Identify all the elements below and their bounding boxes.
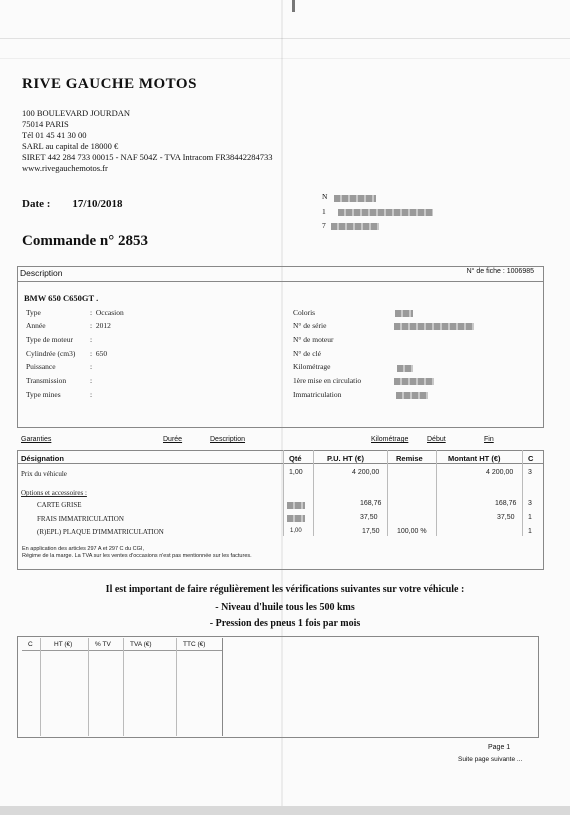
totals-col-rule	[40, 638, 41, 736]
col-rule	[313, 450, 314, 536]
totals-col-c: C	[28, 641, 33, 648]
totals-col-rule	[88, 638, 89, 736]
spec-colon: :	[90, 376, 93, 385]
spec-colon: : 650	[90, 349, 108, 358]
items-table	[17, 450, 544, 570]
client-line-prefix: N	[322, 192, 328, 201]
garanties-link[interactable]: Garanties	[21, 436, 52, 443]
spec-right-label: N° de clé	[293, 349, 321, 358]
spec-label: Type	[26, 308, 41, 317]
totals-col-rule	[123, 638, 124, 736]
page-number: Page 1	[488, 744, 511, 751]
col-rule	[522, 450, 523, 536]
spec-value: 650	[95, 349, 108, 358]
description-header: Description	[20, 268, 63, 278]
row-designation: (R)EPL) PLAQUE D'IMMATRICULATION	[37, 528, 164, 536]
totals-col-ttc: TTC (€)	[183, 641, 206, 648]
spec-value: 2012	[95, 321, 111, 330]
date-label: Date :	[22, 198, 51, 210]
redacted-client-city	[331, 223, 379, 230]
col-c: C	[528, 454, 534, 463]
scan-bottom-edge	[0, 806, 570, 815]
row-c: 3	[528, 500, 532, 507]
col-designation: Désignation	[21, 454, 64, 463]
spec-right-label: Immatriculation	[293, 390, 342, 399]
spec-right-label: N° de série	[293, 321, 327, 330]
order-title: Commande n° 2853	[22, 233, 149, 249]
redacted-qte	[287, 502, 305, 509]
staple-mark	[292, 0, 295, 12]
spec-right-label: Kilométrage	[293, 362, 331, 371]
description-link[interactable]: Description	[210, 436, 246, 443]
redacted-client-name	[334, 195, 376, 202]
row-montant: 37,50	[497, 514, 515, 521]
row-c: 1	[528, 514, 532, 521]
row-c: 3	[528, 469, 532, 476]
client-line-prefix: 1	[322, 207, 326, 216]
fiche-number: N° de fiche : 1006985	[466, 268, 534, 275]
maintenance-notice-title: Il est important de faire régulièrement les vérifications suivantes sur votre véhicule :	[105, 584, 465, 595]
redacted-client-address	[338, 209, 433, 216]
spec-label: Type mines	[26, 390, 61, 399]
row-designation: CARTE GRISE	[37, 501, 82, 509]
company-capital: SARL au capital de 18000 €	[22, 141, 119, 151]
col-montant: Montant HT (€)	[448, 454, 501, 463]
continued-note: Suite page suivante ...	[458, 756, 523, 763]
row-qte: 1,00	[289, 469, 303, 476]
company-address-line: 75014 PARIS	[22, 119, 69, 129]
date-value: 17/10/2018	[72, 198, 123, 210]
totals-col-tva: TVA (€)	[130, 641, 152, 648]
debut-link[interactable]: Début	[427, 436, 446, 443]
row-pu: 168,76	[360, 500, 382, 507]
kilometrage-link[interactable]: Kilométrage	[371, 436, 409, 443]
vehicle-model: BMW 650 C650GT .	[24, 293, 99, 303]
fin-link[interactable]: Fin	[484, 436, 494, 443]
spec-label: Cylindrée (cm3)	[26, 349, 76, 358]
description-box	[17, 266, 544, 428]
row-c: 1	[528, 528, 532, 535]
spec-value: Occasion	[95, 308, 124, 317]
spec-label: Puissance	[26, 362, 56, 371]
col-rule	[436, 450, 437, 536]
table-header-rule	[17, 463, 544, 464]
company-phone: Tél 01 45 41 30 00	[22, 130, 87, 140]
duree-link[interactable]: Durée	[163, 436, 183, 443]
order-date	[22, 198, 123, 210]
spec-colon: : Occasion	[90, 308, 124, 317]
col-remise: Remise	[396, 454, 423, 463]
totals-header-rule	[22, 650, 222, 651]
redacted-serial	[394, 323, 474, 330]
company-address-line: 100 BOULEVARD JOURDAN	[22, 108, 130, 118]
maintenance-notice-oil: - Niveau d'huile tous les 500 kms	[215, 602, 355, 613]
options-label: Options et accessoires :	[21, 489, 87, 497]
row-remise: 100,00 %	[397, 528, 427, 535]
totals-col-rule	[176, 638, 177, 736]
company-name: RIVE GAUCHE MOTOS	[22, 76, 197, 92]
row-designation: Prix du véhicule	[21, 470, 67, 478]
redacted-color	[395, 310, 413, 317]
fold-line-top-faint	[0, 58, 570, 59]
spec-label: Transmission	[26, 376, 67, 385]
row-pu: 37,50	[360, 514, 378, 521]
spec-colon: :	[90, 390, 93, 399]
spec-right-label: 1ère mise en circulatio	[293, 376, 362, 385]
spec-colon: :	[90, 362, 93, 371]
company-website: www.rivegauchemotos.fr	[22, 163, 108, 173]
client-line-prefix: 7	[322, 221, 326, 230]
row-pu: 17,50	[362, 528, 380, 535]
spec-right-label: N° de moteur	[293, 335, 334, 344]
redacted-qte	[287, 515, 305, 522]
col-pu: P.U. HT (€)	[327, 454, 364, 463]
redacted-registration	[396, 392, 428, 399]
row-montant: 4 200,00	[486, 469, 514, 476]
row-pu: 4 200,00	[352, 469, 380, 476]
description-header-band	[17, 266, 544, 282]
row-montant: 168,76	[495, 500, 517, 507]
totals-col-ht: HT (€)	[54, 641, 73, 648]
spec-right-label: Coloris	[293, 308, 316, 317]
legal-note: Régime de la marge. La TVA sur les ventes d'occasions n'est pas mentionnée sur les factures.	[22, 553, 252, 559]
col-rule	[387, 450, 388, 536]
spec-colon: : 2012	[90, 321, 111, 330]
company-siret: SIRET 442 284 733 00015 - NAF 504Z - TVA Intracom FR38442284733	[22, 152, 273, 162]
fold-line-top	[0, 38, 570, 39]
totals-col-tv: % TV	[95, 641, 111, 648]
legal-note: En application des articles 297 A et 297 C du CGI,	[22, 546, 144, 552]
redacted-mileage	[397, 365, 413, 372]
row-qte: 1,00	[290, 528, 302, 534]
row-designation: FRAIS IMMATRICULATION	[37, 515, 124, 523]
spec-label: Année	[26, 321, 46, 330]
redacted-first-registration	[394, 378, 434, 385]
spec-label: Type de moteur	[26, 335, 73, 344]
col-rule	[283, 450, 284, 536]
maintenance-notice-tyres: - Pression des pneus 1 fois par mois	[209, 618, 361, 629]
col-qte: Qté	[289, 454, 302, 463]
spec-colon: :	[90, 335, 93, 344]
